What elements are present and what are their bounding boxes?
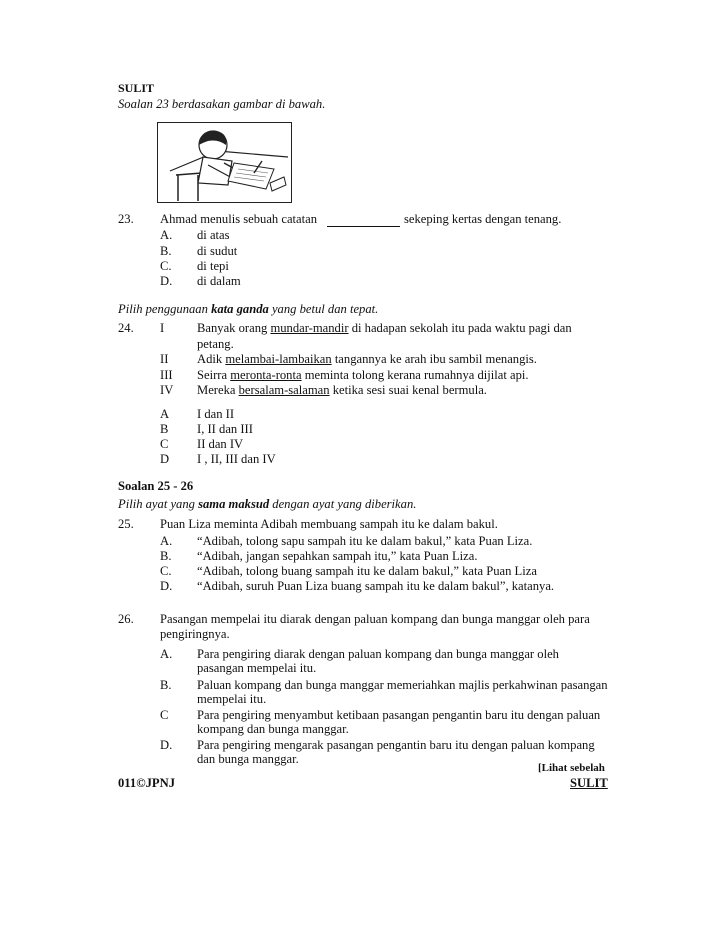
q23-option-b-text: di sudut bbox=[197, 244, 238, 258]
q24-instruction-pre: Pilih penggunaan bbox=[118, 302, 208, 316]
q26-option-d-line1: Para pengiring mengarak pasangan pengantin baru itu dengan paluan kompang bbox=[197, 738, 595, 752]
q26-stem-line2: pengiringnya. bbox=[160, 627, 230, 641]
q24-roman-iv: IV bbox=[160, 383, 174, 397]
q23-stem-a: Ahmad menulis sebuah catatan bbox=[160, 212, 318, 226]
q24-statement-iv bbox=[197, 383, 487, 398]
q25-option-b-text: “Adibah, jangan sepahkan sampah itu,” kata Puan Liza. bbox=[197, 549, 478, 563]
q24-statement-iv-post: ketika sesi suai kenal bermula. bbox=[332, 383, 487, 397]
q24-option-d-letter: D bbox=[160, 452, 170, 466]
q24-instruction-post: yang betul dan tepat. bbox=[271, 302, 379, 316]
q24-option-c-text: II dan IV bbox=[197, 437, 244, 451]
q24-statement-i-cont: petang. bbox=[197, 337, 234, 351]
q24-statement-ii-post: tangannya ke arah ibu sambil menangis. bbox=[334, 352, 537, 366]
q23-intro bbox=[118, 97, 325, 112]
q25-option-a-text: “Adibah, tolong sapu sampah itu ke dalam bakul,” kata Puan Liza. bbox=[197, 534, 533, 548]
q24-roman-iii: III bbox=[160, 368, 173, 382]
q25-option-c-letter: C. bbox=[160, 564, 172, 578]
q23-blank bbox=[327, 226, 400, 227]
q24-option-b-letter: B bbox=[160, 422, 169, 436]
q25-option-c-text: “Adibah, tolong buang sampah itu ke dalam bakul,” kata Puan Liza bbox=[197, 564, 537, 578]
q26-option-d-letter: D. bbox=[160, 738, 173, 752]
section-heading-25-26: Soalan 25 - 26 bbox=[118, 479, 194, 493]
q24-roman-i: I bbox=[160, 321, 165, 335]
q24-statement-iii-post: meminta tolong kerana rumahnya dijilat api. bbox=[304, 368, 529, 382]
q24-instruction-bold: kata ganda bbox=[211, 302, 269, 316]
q24-statement-ii-pre: Adik bbox=[197, 352, 223, 366]
q24-instruction bbox=[118, 302, 378, 317]
figure-boy-writing bbox=[157, 122, 292, 203]
q23-option-c-letter: C. bbox=[160, 259, 172, 273]
section-instruction-pre: Pilih ayat yang bbox=[118, 497, 195, 511]
q26-option-d-line2: dan bunga manggar. bbox=[197, 752, 299, 766]
q25-option-a-letter: A. bbox=[160, 534, 173, 548]
q24-statement-ii-kata-ganda: melambai-lambaikan bbox=[225, 352, 332, 366]
q26-option-b-letter: B. bbox=[160, 678, 172, 692]
boy-writing-illustration bbox=[158, 123, 291, 202]
q24-statement-iii-kata-ganda: meronta-ronta bbox=[230, 368, 302, 382]
q24-statement-iv-kata-ganda: bersalam-salaman bbox=[238, 383, 330, 397]
footer-next-page: [Lihat sebelah bbox=[538, 762, 605, 774]
q26-option-c-line2: kompang dan bunga manggar. bbox=[197, 722, 349, 736]
section-instruction-25-26 bbox=[118, 497, 416, 512]
q23-intro-number: 23 bbox=[156, 97, 169, 111]
section-instruction-post: dengan ayat yang diberikan. bbox=[272, 497, 417, 511]
q24-roman-ii: II bbox=[160, 352, 169, 366]
q26-stem-line1: Pasangan mempelai itu diarak dengan paluan kompang dan bunga manggar oleh para bbox=[160, 612, 590, 626]
q23-option-d-text: di dalam bbox=[197, 274, 241, 288]
q26-number: 26. bbox=[118, 612, 134, 626]
q24-number: 24. bbox=[118, 321, 134, 335]
q25-option-d-letter: D. bbox=[160, 579, 173, 593]
q23-number: 23. bbox=[118, 212, 134, 226]
q24-statement-i-kata-ganda: mundar-mandir bbox=[270, 321, 349, 335]
q23-intro-prefix: Soalan bbox=[118, 97, 153, 111]
q24-statement-i-post: di hadapan sekolah itu pada waktu pagi dan bbox=[351, 321, 572, 335]
q24-option-c-letter: C bbox=[160, 437, 169, 451]
q25-stem: Puan Liza meminta Adibah membuang sampah itu ke dalam bakul. bbox=[160, 517, 498, 531]
q23-stem-b: sekeping kertas dengan tenang. bbox=[404, 212, 562, 226]
footer-code: 011©JPNJ bbox=[118, 776, 175, 790]
q26-option-c-line1: Para pengiring menyambut ketibaan pasangan pengantin baru itu dengan paluan bbox=[197, 708, 601, 722]
q26-option-b-line2: mempelai itu. bbox=[197, 692, 267, 706]
q23-option-a-letter: A. bbox=[160, 228, 173, 242]
q26-option-a-letter: A. bbox=[160, 647, 173, 661]
q23-option-a-text: di atas bbox=[197, 228, 230, 242]
footer-sulit: SULIT bbox=[570, 776, 608, 790]
q24-statement-iii bbox=[197, 368, 529, 383]
q24-statement-iv-pre: Mereka bbox=[197, 383, 236, 397]
q25-option-d-text: “Adibah, suruh Puan Liza buang sampah itu ke dalam bakul”, katanya. bbox=[197, 579, 555, 593]
header-fragment: SULIT bbox=[118, 81, 155, 95]
q25-option-b-letter: B. bbox=[160, 549, 172, 563]
q23-option-c-text: di tepi bbox=[197, 259, 229, 273]
q24-statement-iii-pre: Seirra bbox=[197, 368, 228, 382]
q26-option-a-line1: Para pengiring diarak dengan paluan kompang dan bunga manggar oleh bbox=[197, 647, 559, 661]
q26-option-a-line2: pasangan mempelai itu. bbox=[197, 661, 317, 675]
q24-statement-i-pre: Banyak orang bbox=[197, 321, 268, 335]
q25-number: 25. bbox=[118, 517, 134, 531]
q23-intro-rest: berdasakan gambar di bawah. bbox=[171, 97, 326, 111]
q24-statement-ii bbox=[197, 352, 537, 367]
q26-option-c-letter: C bbox=[160, 708, 169, 722]
q23-option-d-letter: D. bbox=[160, 274, 173, 288]
q24-option-b-text: I, II dan III bbox=[197, 422, 253, 436]
q23-option-b-letter: B. bbox=[160, 244, 172, 258]
q24-statement-i bbox=[197, 321, 572, 336]
section-instruction-bold: sama maksud bbox=[198, 497, 270, 511]
q24-option-a-letter: A bbox=[160, 407, 170, 421]
q26-option-b-line1: Paluan kompang dan bunga manggar memeriahkan majlis perkahwinan pasangan bbox=[197, 678, 608, 692]
q24-option-a-text: I dan II bbox=[197, 407, 235, 421]
q24-option-d-text: I , II, III dan IV bbox=[197, 452, 276, 466]
